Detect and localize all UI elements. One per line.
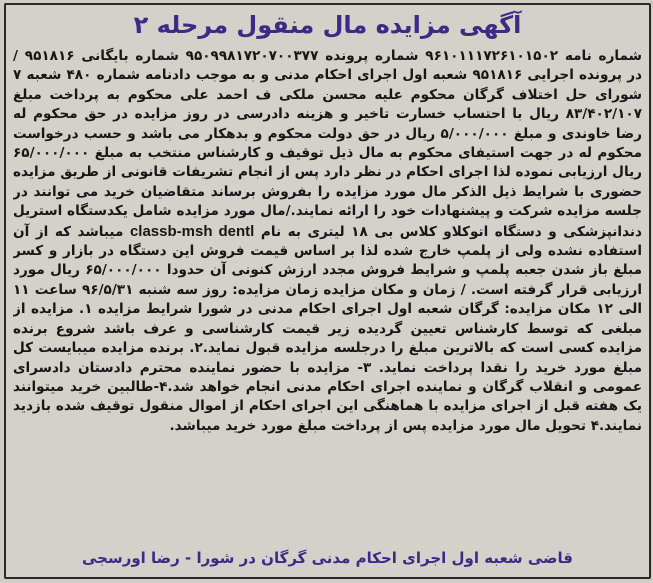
notice-paragraph-2: میباشد که از آن استفاده نشده ولی از پلمپ خارج شده لذا بر اساس قیمت فروش این دستگاه در بازار و کسر مبلغ باز شدن جعبه پلمپ و شرایط فروش مجدد ارزش کنونی آن حدودا ۶۵/۰۰۰/۰۰۰ ریال مورد ارزیابی قرار گرفته است. / زمان و مکان مزایده زمان مزایده: روز سه شنبه ۹۶/۵/۳۱ ساعت ۱۱ الی ۱۲ مکان مزایده: گرگان شعبه اول اجرای احکام مدنی در شورا شرایط مزایده ۱. مزایده از مبلغی که توسط کارشناس تعیین گردیده زیر قیمت کارشناسی و عرف باشد شروع برنده مزایده کسی است که بالاترین مبلغ را درجلسه مزایده قبول نماید.۲. برنده مزایده میبایست کل مبلغ مورد خرید را نقدا پرداخت نماید. ۳- مزایده با حضور نماینده محترم دادستان دادسرای عمومی و انقلاب گرگان و نماینده اجرای احکام مدنی انجام خواهد شد.۴-طالبین خرید میتوانند یک هفته قبل از اجرای مزایده با هماهنگی این اجرای احکام از اموال منقول توقیف شده بازدید نمایند.۴ تحویل مال مورد مزایده پس از پرداخت مبلغ مورد خرید میباشد. [13, 223, 642, 434]
notice-frame [4, 3, 651, 579]
notice-paragraph-1: شماره نامه ۹۶۱۰۱۱۱۷۲۶۱۰۱۵۰۲ شماره پرونده ۹۵۰۹۹۸۱۷۲۰۷۰۰۳۷۷ شماره بایگانی ۹۵۱۸۱۶ / در پرونده اجرایی ۹۵۱۸۱۶ شعبه اول اجرای احکام مدنی و به موجب دادنامه شماره ۴۸۰ شعبه ۷ شورای حل اختلاف گرگان محکوم علیه محسن ملکی ف احمد علی محکوم به پرداخت مبلغ ۸۳/۴۰۲/۱۰۷ ریال با احتساب خسارت تاخیر و هزینه دادرسی در روز مزایده در حق محکوم له رضا خاوندی و مبلغ ۵/۰۰۰/۰۰۰ ریال در حق دولت محکوم و بدهکار می باشد و حسب درخواست محکوم له در جهت استیفای محکوم به مال ذیل توقیف و کارشناس منتخب به مبلغ ۶۵/۰۰۰/۰۰۰ ریال ارزیابی نموده لذا اجرای احکام در نظر دارد پس از انجام تشریفات قانونی از طریق مزایده حضوری با شرایط ذیل الذکر مال مورد مزایده را بفروش برساند متقاضیان خرید می توانند در جلسه مزایده شرکت و پیشنهادات خود را ارائه نمایند./مال مورد مزایده شامل یکدستگاه استریل دندانپزشکی و دستگاه اتوکلاو کلاس بی ۱۸ لیتری به نام [13, 48, 642, 240]
notice-body [13, 47, 642, 521]
notice-title: آگهی مزایده مال منقول مرحله ۲ [133, 11, 522, 39]
device-model-name: classb-msh dentl [129, 222, 255, 240]
notice-signature: قاضی شعبه اول اجرای احکام مدنی گرگان در شورا - رضا اورسجی [81, 549, 574, 567]
